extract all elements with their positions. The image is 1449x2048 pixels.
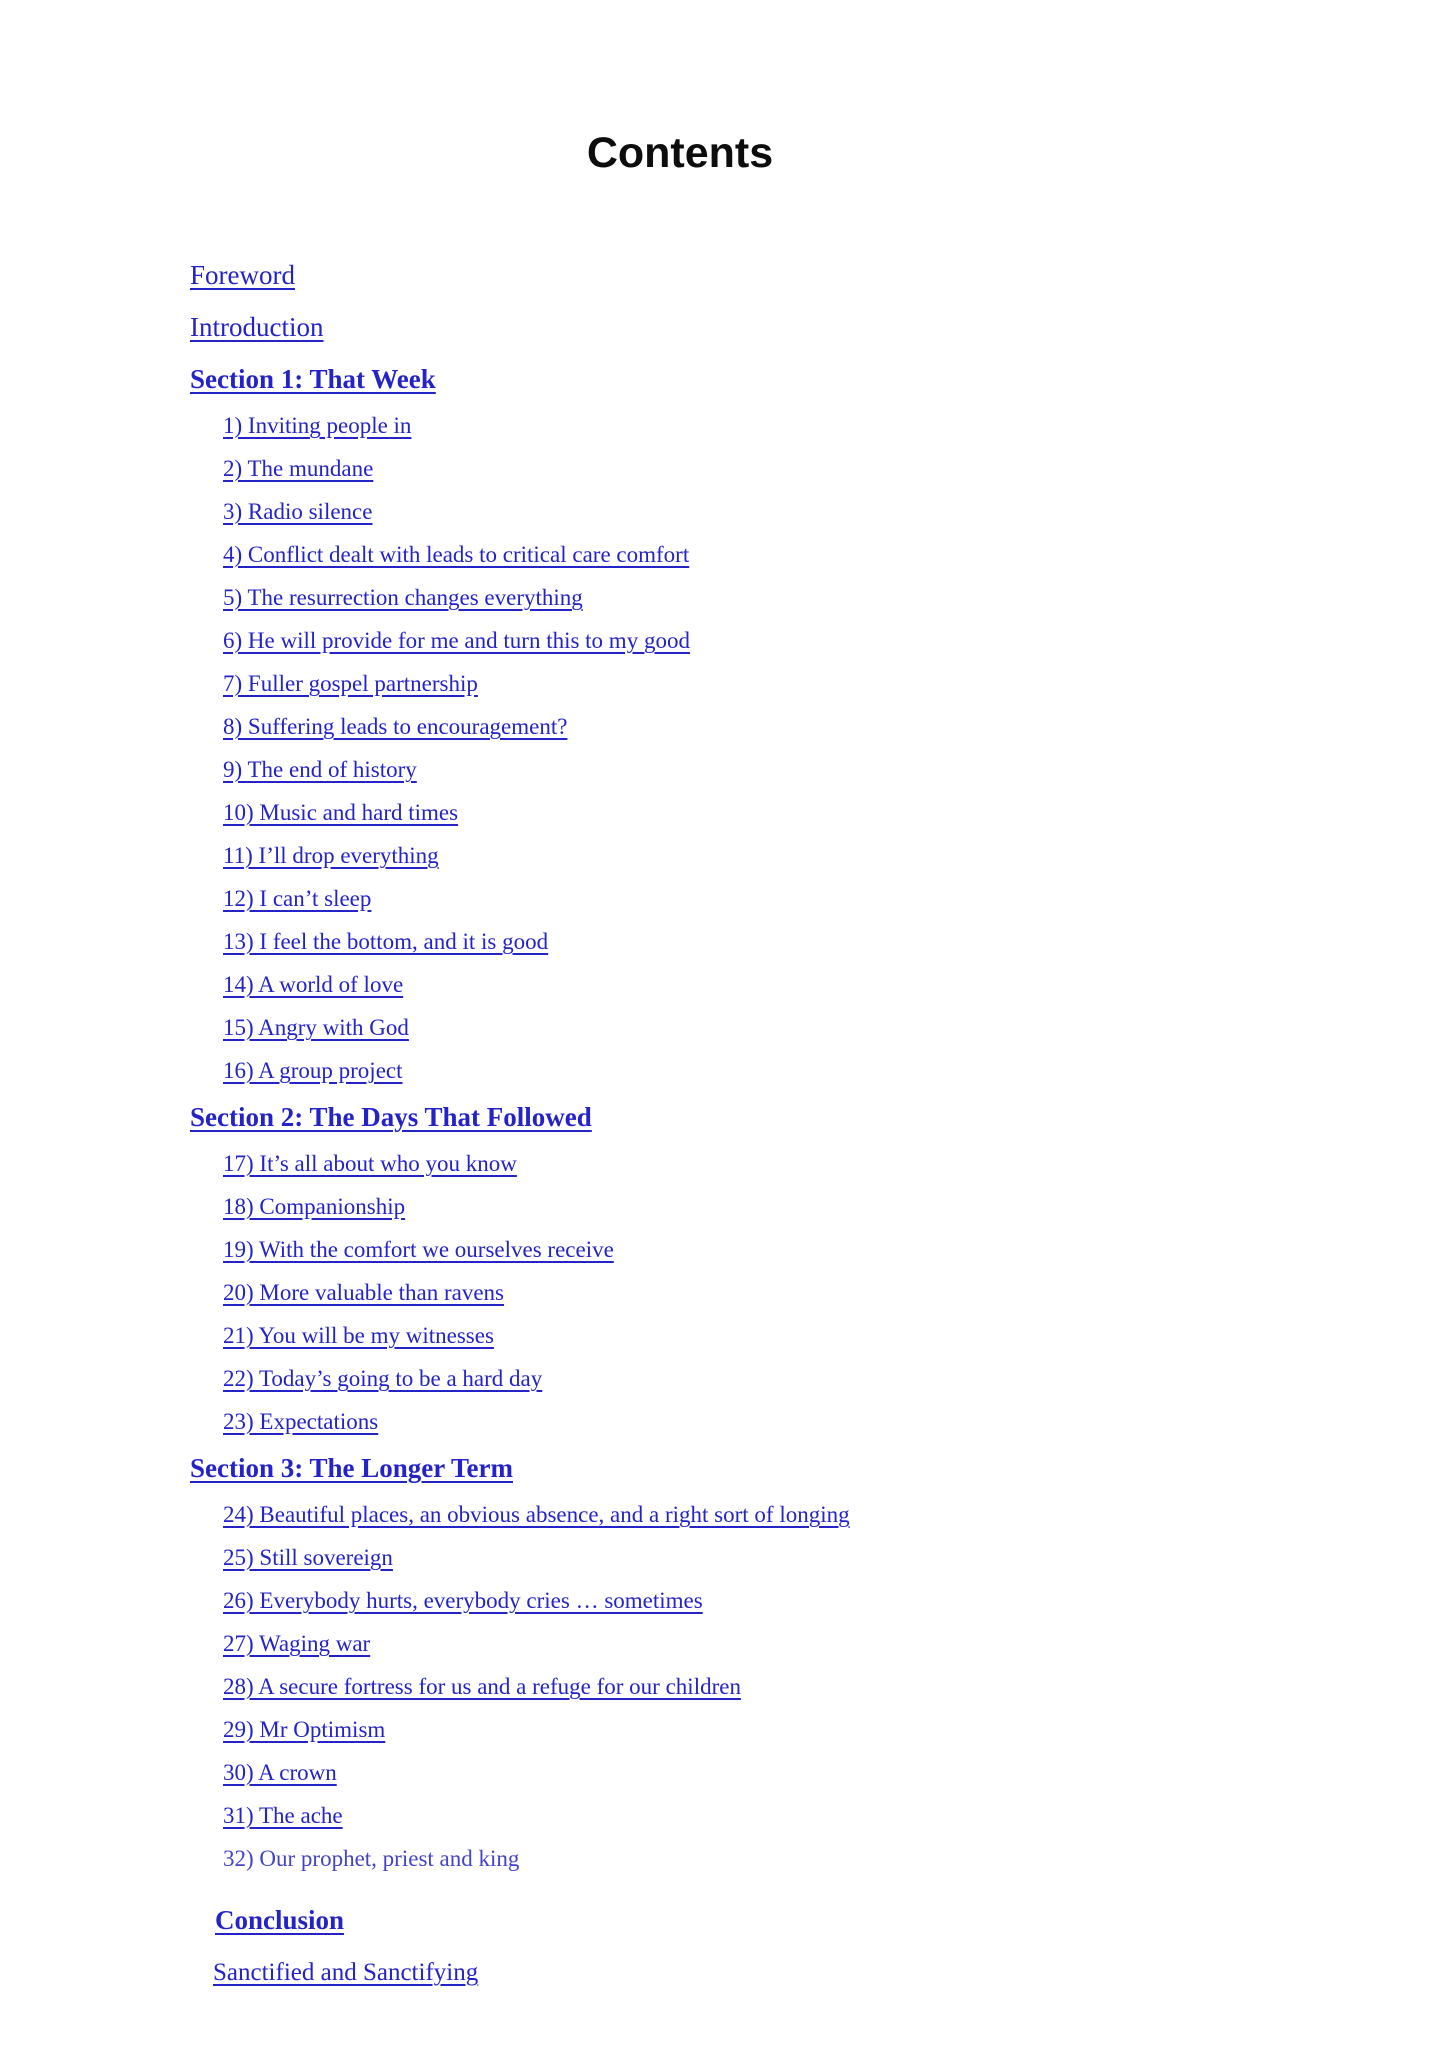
toc-link-3-radio-silence[interactable]: 3) Radio silence (223, 499, 373, 524)
toc-link-17-it-s-all[interactable]: 17) It’s all about who you know (223, 1151, 517, 1176)
toc-link-19-with-the-comfort[interactable]: 19) With the comfort we ourselves receive (223, 1237, 614, 1262)
toc-link-30-a-crown[interactable]: 30) A crown (223, 1760, 337, 1785)
toc-link-2-the-mundane[interactable]: 2) The mundane (223, 456, 374, 481)
toc-link-1-inviting-people-in[interactable]: 1) Inviting people in (223, 413, 412, 438)
toc-link-7-fuller-gospel-partnership[interactable]: 7) Fuller gospel partnership (223, 671, 478, 696)
toc-link-foreword[interactable]: Foreword (190, 260, 295, 290)
table-of-contents (190, 258, 1170, 1989)
toc-link-13-i-feel-the[interactable]: 13) I feel the bottom, and it is good (223, 929, 549, 954)
toc-link-31-the-ache[interactable]: 31) The ache (223, 1803, 343, 1828)
toc-link-14-a-world-of[interactable]: 14) A world of love (223, 972, 404, 997)
toc-link-25-still-sovereign[interactable]: 25) Still sovereign (223, 1545, 393, 1570)
toc-link-10-music-and-hard[interactable]: 10) Music and hard times (223, 800, 459, 825)
toc-link-18-companionship[interactable]: 18) Companionship (223, 1194, 406, 1219)
toc-link-24-beautiful-places-an[interactable]: 24) Beautiful places, an obvious absence, and a right sort of longing (223, 1502, 850, 1527)
toc-link-6-he-will-provide[interactable]: 6) He will provide for me and turn this to my good (223, 628, 690, 653)
toc-link-28-a-secure-fortress[interactable]: 28) A secure fortress for us and a refuge for our children (223, 1674, 741, 1699)
toc-link-5-the-resurrection-changes[interactable]: 5) The resurrection changes everything (223, 585, 583, 610)
toc-link-29-mr-optimism[interactable]: 29) Mr Optimism (223, 1717, 386, 1742)
toc-link-conclusion[interactable]: Conclusion (215, 1905, 345, 1935)
toc-link-introduction[interactable]: Introduction (190, 312, 324, 342)
toc-link-section-3-the-longer[interactable]: Section 3: The Longer Term (190, 1453, 514, 1483)
page-title: Contents (586, 129, 774, 177)
toc-link-21-you-will-be[interactable]: 21) You will be my witnesses (223, 1323, 494, 1348)
toc-text-32-our-prophet-priest: 32) Our prophet, priest and king (223, 1846, 520, 1871)
toc-link-8-suffering-leads-to[interactable]: 8) Suffering leads to encouragement? (223, 714, 568, 739)
toc-content-column (190, 130, 1170, 1989)
toc-link-26-everybody-hurts-everybody[interactable]: 26) Everybody hurts, everybody cries … sometimes (223, 1588, 703, 1613)
toc-link-15-angry-with-god[interactable]: 15) Angry with God (223, 1015, 409, 1040)
toc-link-12-i-can-t[interactable]: 12) I can’t sleep (223, 886, 372, 911)
toc-link-section-1-that-week[interactable]: Section 1: That Week (190, 364, 436, 394)
toc-link-11-i-ll-drop[interactable]: 11) I’ll drop everything (223, 843, 439, 868)
toc-link-sanctified-and-sanctifying[interactable]: Sanctified and Sanctifying (213, 1959, 479, 1986)
toc-link-16-a-group-project[interactable]: 16) A group project (223, 1058, 403, 1083)
toc-link-4-conflict-dealt-with[interactable]: 4) Conflict dealt with leads to critical care comfort (223, 542, 690, 567)
toc-link-22-today-s-going[interactable]: 22) Today’s going to be a hard day (223, 1366, 543, 1391)
toc-link-9-the-end-of[interactable]: 9) The end of history (223, 757, 417, 782)
toc-link-section-2-the-days[interactable]: Section 2: The Days That Followed (190, 1102, 592, 1132)
toc-link-27-waging-war[interactable]: 27) Waging war (223, 1631, 371, 1656)
toc-link-20-more-valuable-than[interactable]: 20) More valuable than ravens (223, 1280, 505, 1305)
toc-link-23-expectations[interactable]: 23) Expectations (223, 1409, 379, 1434)
